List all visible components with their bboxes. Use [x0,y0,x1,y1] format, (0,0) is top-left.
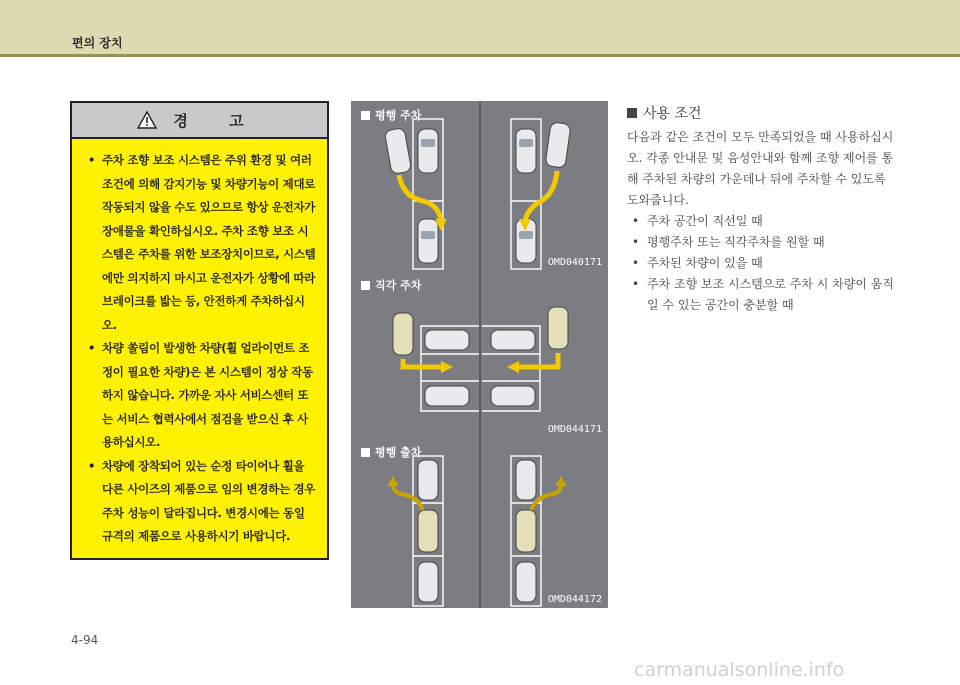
condition-item: • 주차 공간이 직선일 때 [627,211,897,232]
section-title: 편의 장치 [72,36,123,50]
header-rule [0,54,960,57]
warning-item: • 차량 쏠림이 발생한 차량(휠 얼라이먼트 조정이 필요한 차량)은 본 시스템이 정상 작동하지 않습니다. 가까운 자사 서비스센터 또는 서비스 협력사에서 점검을 받으신 후 사용하십시오. [86,337,317,455]
watermark: carmanualsonline.info [634,659,845,681]
figure-code: OMD044172 [547,594,602,605]
page-number: 4-94 [71,633,99,647]
figure-label-text: 평행 주차 [375,109,422,122]
figure-perpendicular-parking [351,271,608,438]
parallel-exit-illustration [351,438,608,608]
condition-item: • 주차된 차량이 있을 때 [627,253,897,274]
conditions-list [627,211,897,316]
conditions-intro: 다음과 같은 조건이 모두 만족되었을 때 사용하십시오. 각종 안내문 및 음성안내와 함께 조향 제어를 통해 주차된 차량의 가운데나 뒤에 주차할 수 있도록 도와줍니다. [627,130,894,207]
figure-parallel-exit [351,438,608,608]
warning-item: • 차량에 장착되어 있는 순정 타이어나 휠을 다른 사이즈의 제품으로 임의 변경하는 경우 주차 성능이 달라집니다. 변경시에는 동일 규격의 제품으로 사용하시기 바랍니다. [86,455,317,549]
figure-code: OMD040171 [547,257,602,268]
conditions-title-text: 사용 조건 [643,106,702,122]
condition-item: • 평행주차 또는 직각주차를 원할 때 [627,232,897,253]
warning-item: • 주차 조향 보조 시스템은 주위 환경 및 여러 조건에 의해 감지기능 및 차량기능이 제대로 작동되지 않을 수도 있으므로 항상 운전자가 장애물을 확인하십시오. 주차 조향 보조 시스템은 주차를 위한 보조장치이므로, 시스템에만 의지하지 마시고 운전자가 상황에 따라 브레이크를 밟는 등, 안전하게 주차하십시오. [86,149,317,337]
parallel-parking-illustration [351,101,608,271]
warning-title: 경 고 [173,111,262,130]
square-bullet-icon [361,281,370,290]
figure-label [361,107,421,123]
header-band [0,0,960,54]
figure-label-text: 평행 출차 [375,446,422,459]
figure-label [361,277,421,293]
condition-item: • 주차 조향 보조 시스템으로 주차 시 차량이 움직일 수 있는 공간이 충분할 때 [627,274,897,316]
conditions-title [627,103,702,123]
warning-header [72,103,327,139]
square-bullet-icon [361,448,370,457]
perpendicular-parking-illustration [351,271,608,438]
figure-code: OMD044171 [547,424,602,435]
warning-list [72,139,327,549]
square-bullet-icon [361,111,370,120]
figure-label [361,444,421,460]
figure-parallel-parking [351,101,608,271]
figure-label-text: 직각 주차 [375,279,422,292]
warning-triangle-icon [137,111,157,129]
square-bullet-icon [627,108,637,118]
warning-box [70,101,329,560]
